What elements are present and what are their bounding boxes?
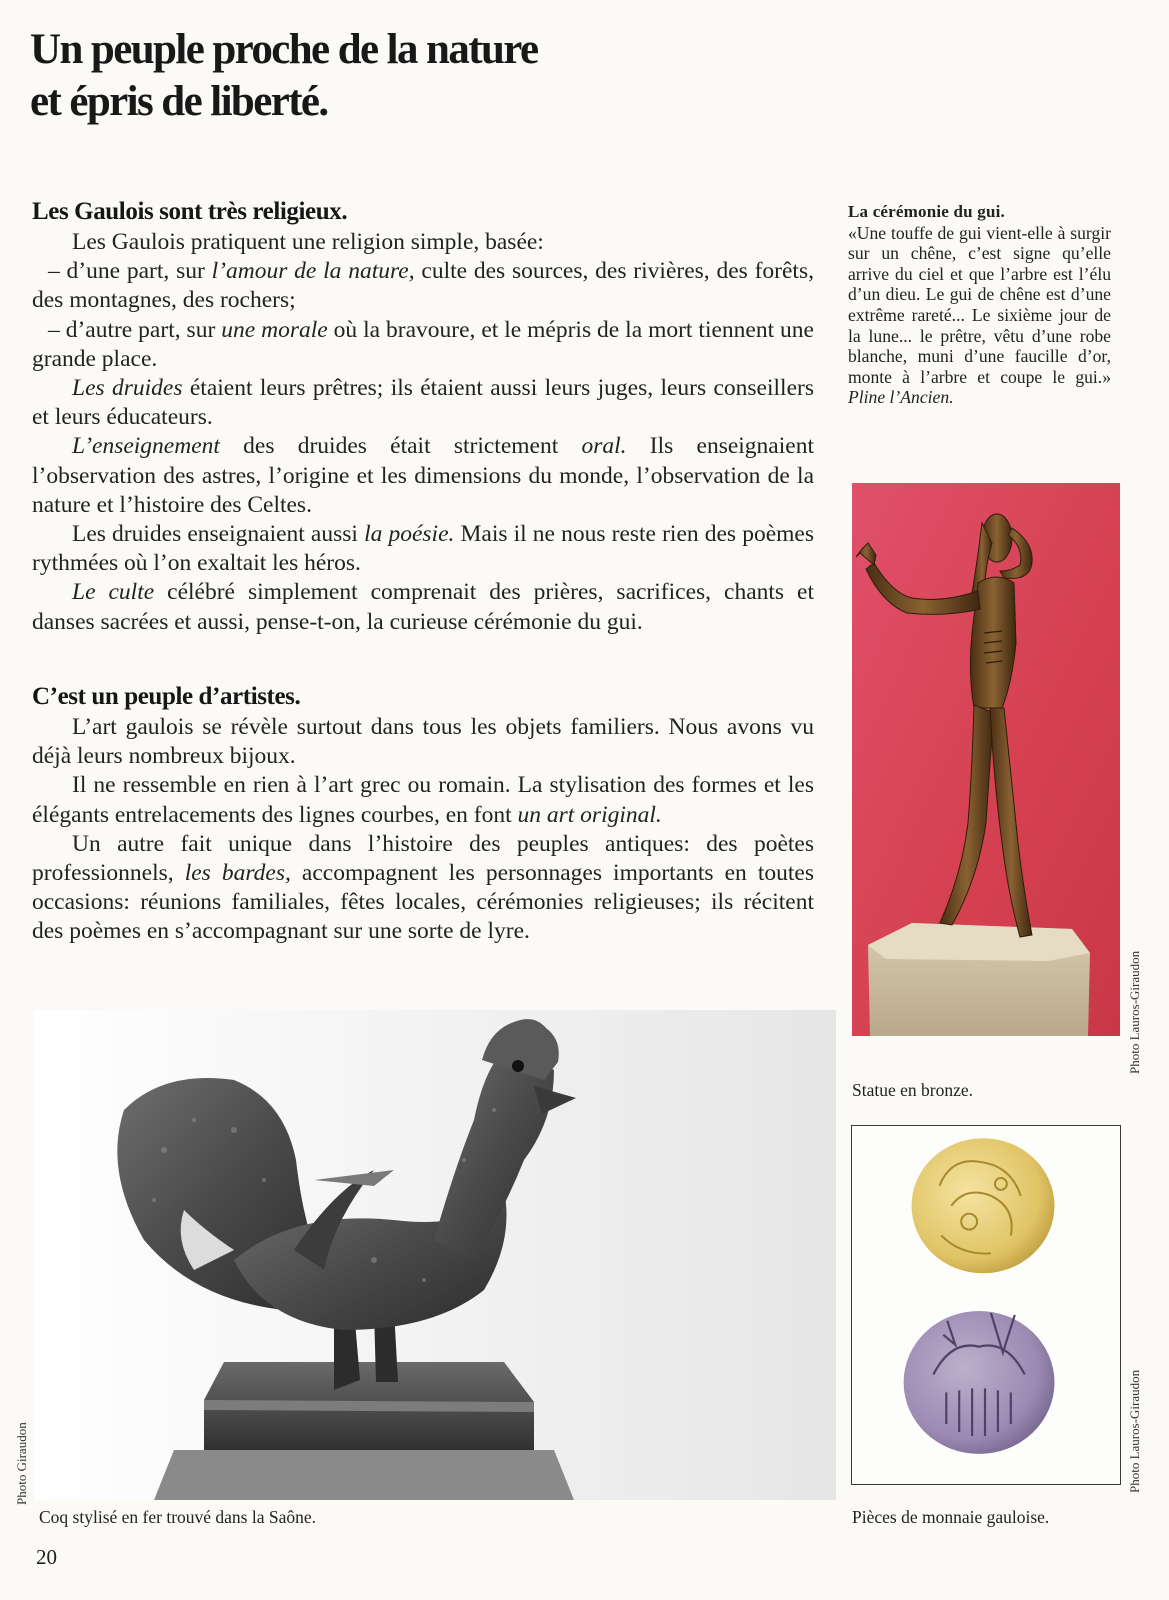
text: Un autre fait unique dans l’histoire des peuples antiques: des poètes professionnels, (32, 830, 814, 887)
text: étaient leurs prêtres; ils étaient aussi leurs juges, leurs conseillers et leurs éducateurs. (32, 375, 814, 431)
statue-photo (852, 483, 1120, 1036)
quote-author: Pline l’Ancien. (848, 387, 954, 408)
emphasis: Le culte (72, 579, 155, 606)
emphasis: un art original. (517, 801, 662, 828)
paragraph (32, 228, 814, 257)
emphasis: Les druides (72, 375, 183, 402)
paragraph (32, 520, 814, 578)
text: culte des sources, des rivières, des forêts, des montagnes, des rochers; (32, 258, 814, 314)
emphasis: oral. (581, 433, 627, 460)
text: Ils enseignaient l’observation des astres, l’origine et les dimensions du monde, l’observation de la nature et l’histoire des Celtes. (32, 433, 814, 518)
title-line-1: Un peuple proche de la nature (30, 26, 538, 73)
iron-rooster-illustration (34, 1010, 836, 1500)
text: – d’autre part, sur (48, 316, 222, 343)
statue-caption: Statue en bronze. (852, 1080, 973, 1100)
quote-text: «Une touffe de gui vient-elle à surgir sur un chêne, c’est signe qu’elle arrive du ciel et que l’arbre est l’élu d’un dieu. Le gui de chêne est d’une extrême rareté... Le sixième jour de la lune... le prêtre, vêtu d’une robe blanche, muni d’une faucille d’or, monte à l’arbre et coupe le gui.» (848, 222, 1111, 387)
paragraph (32, 374, 814, 432)
silver-coin (904, 1311, 1055, 1454)
text: des druides était strictement (219, 433, 582, 460)
coins-photo (851, 1125, 1121, 1485)
text: Mais il ne nous reste rien des poèmes rythmées où l’on exaltait les héros. (32, 521, 814, 577)
page-title (30, 24, 790, 128)
coins-caption: Pièces de monnaie gauloise. (852, 1507, 1050, 1527)
text: Il ne ressemble en rien à l’art grec ou romain. La stylisation des formes et les élégants entrelacements des lignes courbes, en font (32, 772, 814, 828)
text: Les druides enseignaient aussi (72, 521, 365, 548)
emphasis: l’amour de la nature, (211, 258, 415, 285)
emphasis: L’enseignement (72, 433, 220, 460)
sidebar-text (848, 223, 1111, 408)
emphasis: une morale (221, 316, 328, 343)
paragraph (32, 830, 814, 947)
section-religion (32, 197, 814, 637)
text: où la bravoure, et le mépris de la mort tiennent une grande place. (32, 316, 814, 372)
rooster-photo (34, 1010, 836, 1500)
page-number: 20 (36, 1545, 57, 1569)
paragraph (32, 316, 814, 374)
emphasis: la poésie. (364, 521, 455, 548)
text: – d’une part, sur (48, 258, 212, 285)
sidebar-title: La cérémonie du gui. (848, 202, 1005, 221)
section-heading-religion: Les Gaulois sont très religieux. (32, 198, 348, 225)
bronze-statue-illustration (852, 483, 1120, 1036)
sidebar-quote (848, 202, 1111, 408)
text: célébré simplement comprenait des prières, sacrifices, chants et danses sacrées et aussi, pense-t-on, la curieuse cérémonie du gui. (32, 579, 814, 635)
text: accompagnent les personnages importants en toutes occasions: réunions familiales, fêtes locales, cérémonies religieuses; ils récitent des poèmes en s’accompagnant sur une sorte de lyre. (32, 860, 814, 945)
photo-credit-rooster: Photo Giraudon (14, 1422, 29, 1505)
text: Les Gaulois pratiquent une religion simple, basée: (72, 229, 544, 255)
rooster-caption: Coq stylisé en fer trouvé dans la Saône. (39, 1507, 317, 1527)
text: L’art gaulois se révèle surtout dans tous les objets familiers. Nous avons vu déjà leurs nombreux bijoux. (32, 714, 814, 770)
section-heading-artists: C’est un peuple d’artistes. (32, 683, 301, 710)
photo-credit-coins: Photo Lauros-Giraudon (1127, 1369, 1142, 1493)
gold-coin (912, 1138, 1055, 1273)
paragraph (32, 432, 814, 520)
paragraph (32, 578, 814, 636)
paragraph (32, 257, 814, 315)
paragraph (32, 771, 814, 829)
title-line-2: et épris de liberté. (30, 78, 328, 125)
gaulish-coins-illustration (852, 1126, 1120, 1484)
photo-credit-statue: Photo Lauros-Giraudon (1127, 950, 1142, 1074)
section-artists (32, 682, 814, 947)
paragraph (32, 713, 814, 771)
emphasis: les bardes, (184, 860, 291, 887)
